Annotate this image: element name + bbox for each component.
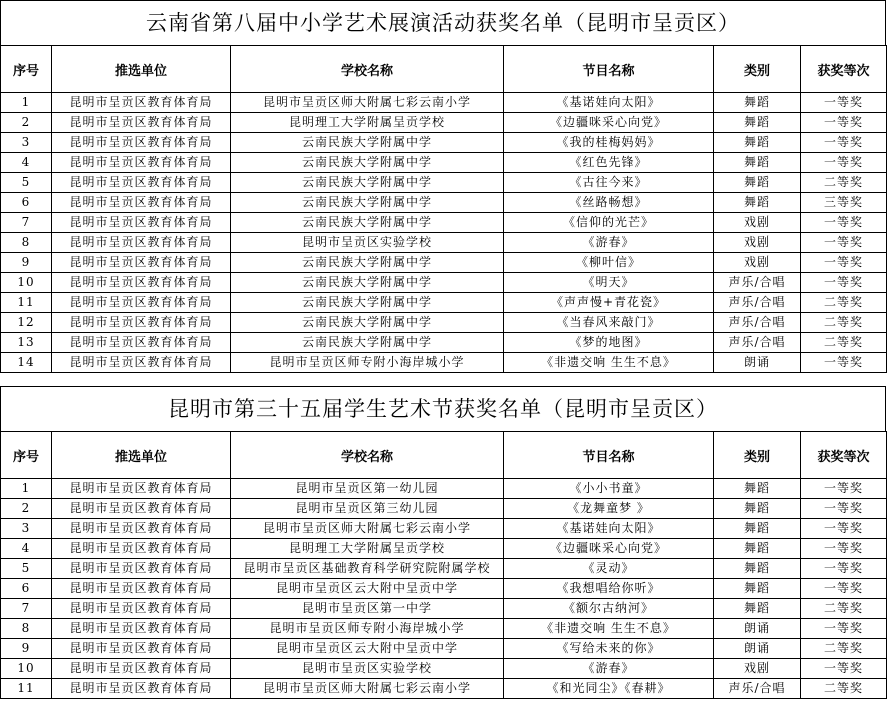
row-index: 3 bbox=[1, 133, 52, 153]
row-program: 《明天》 bbox=[504, 273, 714, 293]
award-list-city bbox=[0, 386, 886, 699]
row-award: 一等奖 bbox=[801, 133, 887, 153]
row-program: 《古往今来》 bbox=[504, 173, 714, 193]
row-index: 14 bbox=[1, 353, 52, 373]
row-index: 10 bbox=[1, 273, 52, 293]
row-unit: 昆明市呈贡区教育体育局 bbox=[52, 559, 231, 579]
row-school: 昆明理工大学附属呈贡学校 bbox=[231, 113, 504, 133]
row-category: 声乐/合唱 bbox=[714, 333, 801, 353]
table-row bbox=[1, 659, 887, 679]
col-header-award: 获奖等次 bbox=[801, 432, 887, 479]
row-unit: 昆明市呈贡区教育体育局 bbox=[52, 273, 231, 293]
row-index: 2 bbox=[1, 113, 52, 133]
row-school: 昆明市呈贡区云大附中呈贡中学 bbox=[231, 639, 504, 659]
row-index: 11 bbox=[1, 679, 52, 699]
row-school: 昆明市呈贡区师大附属七彩云南小学 bbox=[231, 679, 504, 699]
table-row bbox=[1, 253, 887, 273]
row-award: 一等奖 bbox=[801, 233, 887, 253]
row-school: 昆明理工大学附属呈贡学校 bbox=[231, 539, 504, 559]
row-school: 云南民族大学附属中学 bbox=[231, 193, 504, 213]
table-row bbox=[1, 273, 887, 293]
row-index: 6 bbox=[1, 579, 52, 599]
row-category: 舞蹈 bbox=[714, 133, 801, 153]
table-row bbox=[1, 233, 887, 253]
row-index: 3 bbox=[1, 519, 52, 539]
row-award: 一等奖 bbox=[801, 659, 887, 679]
row-index: 8 bbox=[1, 233, 52, 253]
table-row bbox=[1, 619, 887, 639]
row-award: 一等奖 bbox=[801, 93, 887, 113]
row-award: 一等奖 bbox=[801, 253, 887, 273]
row-category: 舞蹈 bbox=[714, 153, 801, 173]
row-index: 7 bbox=[1, 213, 52, 233]
col-header-award: 获奖等次 bbox=[801, 46, 887, 93]
row-index: 1 bbox=[1, 93, 52, 113]
row-category: 声乐/合唱 bbox=[714, 273, 801, 293]
row-school: 云南民族大学附属中学 bbox=[231, 293, 504, 313]
table-row bbox=[1, 153, 887, 173]
row-index: 5 bbox=[1, 173, 52, 193]
row-index: 4 bbox=[1, 153, 52, 173]
row-award: 一等奖 bbox=[801, 153, 887, 173]
row-category: 舞蹈 bbox=[714, 519, 801, 539]
table-row bbox=[1, 679, 887, 699]
row-unit: 昆明市呈贡区教育体育局 bbox=[52, 313, 231, 333]
row-school: 云南民族大学附属中学 bbox=[231, 253, 504, 273]
row-program: 《基诺娃向太阳》 bbox=[504, 93, 714, 113]
row-unit: 昆明市呈贡区教育体育局 bbox=[52, 619, 231, 639]
table-row bbox=[1, 313, 887, 333]
row-category: 朗诵 bbox=[714, 639, 801, 659]
table-row bbox=[1, 539, 887, 559]
row-school: 昆明市呈贡区实验学校 bbox=[231, 659, 504, 679]
row-school: 昆明市呈贡区师大附属七彩云南小学 bbox=[231, 93, 504, 113]
row-school: 昆明市呈贡区第三幼儿园 bbox=[231, 499, 504, 519]
row-award: 二等奖 bbox=[801, 333, 887, 353]
row-program: 《非遗交响 生生不息》 bbox=[504, 619, 714, 639]
col-header-category: 类别 bbox=[714, 46, 801, 93]
table-row bbox=[1, 499, 887, 519]
row-category: 舞蹈 bbox=[714, 113, 801, 133]
row-category: 舞蹈 bbox=[714, 579, 801, 599]
row-program: 《声声慢+青花瓷》 bbox=[504, 293, 714, 313]
row-school: 云南民族大学附属中学 bbox=[231, 333, 504, 353]
row-unit: 昆明市呈贡区教育体育局 bbox=[52, 173, 231, 193]
row-award: 一等奖 bbox=[801, 619, 887, 639]
row-program: 《我想唱给你听》 bbox=[504, 579, 714, 599]
row-index: 10 bbox=[1, 659, 52, 679]
table-row bbox=[1, 293, 887, 313]
table-row bbox=[1, 479, 887, 499]
row-index: 5 bbox=[1, 559, 52, 579]
table-row bbox=[1, 93, 887, 113]
row-unit: 昆明市呈贡区教育体育局 bbox=[52, 133, 231, 153]
table-row bbox=[1, 133, 887, 153]
row-unit: 昆明市呈贡区教育体育局 bbox=[52, 679, 231, 699]
row-category: 舞蹈 bbox=[714, 599, 801, 619]
row-index: 6 bbox=[1, 193, 52, 213]
row-program: 《丝路畅想》 bbox=[504, 193, 714, 213]
row-school: 云南民族大学附属中学 bbox=[231, 173, 504, 193]
row-category: 戏剧 bbox=[714, 659, 801, 679]
col-header-school: 学校名称 bbox=[231, 432, 504, 479]
row-award: 一等奖 bbox=[801, 519, 887, 539]
row-program: 《游春》 bbox=[504, 659, 714, 679]
table-row bbox=[1, 519, 887, 539]
col-header-index: 序号 bbox=[1, 46, 52, 93]
col-header-index: 序号 bbox=[1, 432, 52, 479]
row-school: 昆明市呈贡区师专附小海岸城小学 bbox=[231, 619, 504, 639]
row-program: 《信仰的光芒》 bbox=[504, 213, 714, 233]
row-school: 云南民族大学附属中学 bbox=[231, 133, 504, 153]
row-program: 《非遗交响 生生不息》 bbox=[504, 353, 714, 373]
row-index: 12 bbox=[1, 313, 52, 333]
row-index: 9 bbox=[1, 639, 52, 659]
row-program: 《灵动》 bbox=[504, 559, 714, 579]
row-index: 11 bbox=[1, 293, 52, 313]
row-index: 7 bbox=[1, 599, 52, 619]
row-award: 二等奖 bbox=[801, 639, 887, 659]
row-award: 二等奖 bbox=[801, 679, 887, 699]
row-unit: 昆明市呈贡区教育体育局 bbox=[52, 579, 231, 599]
row-unit: 昆明市呈贡区教育体育局 bbox=[52, 333, 231, 353]
row-unit: 昆明市呈贡区教育体育局 bbox=[52, 253, 231, 273]
row-category: 戏剧 bbox=[714, 213, 801, 233]
row-unit: 昆明市呈贡区教育体育局 bbox=[52, 233, 231, 253]
row-category: 声乐/合唱 bbox=[714, 679, 801, 699]
row-category: 舞蹈 bbox=[714, 93, 801, 113]
row-program: 《写给未来的你》 bbox=[504, 639, 714, 659]
row-program: 《和光同尘》《春耕》 bbox=[504, 679, 714, 699]
row-index: 1 bbox=[1, 479, 52, 499]
row-school: 云南民族大学附属中学 bbox=[231, 273, 504, 293]
row-unit: 昆明市呈贡区教育体育局 bbox=[52, 599, 231, 619]
row-program: 《基诺娃向太阳》 bbox=[504, 519, 714, 539]
row-program: 《游春》 bbox=[504, 233, 714, 253]
row-school: 昆明市呈贡区师大附属七彩云南小学 bbox=[231, 519, 504, 539]
row-category: 声乐/合唱 bbox=[714, 313, 801, 333]
row-program: 《柳叶信》 bbox=[504, 253, 714, 273]
row-school: 昆明市呈贡区实验学校 bbox=[231, 233, 504, 253]
row-unit: 昆明市呈贡区教育体育局 bbox=[52, 213, 231, 233]
row-category: 戏剧 bbox=[714, 253, 801, 273]
section-title: 昆明市第三十五届学生艺术节获奖名单（昆明市呈贡区） bbox=[0, 386, 886, 431]
row-school: 云南民族大学附属中学 bbox=[231, 313, 504, 333]
row-category: 戏剧 bbox=[714, 233, 801, 253]
row-unit: 昆明市呈贡区教育体育局 bbox=[52, 353, 231, 373]
award-table bbox=[0, 45, 887, 373]
table-row bbox=[1, 173, 887, 193]
row-school: 昆明市呈贡区云大附中呈贡中学 bbox=[231, 579, 504, 599]
table-row bbox=[1, 599, 887, 619]
row-award: 二等奖 bbox=[801, 173, 887, 193]
award-table bbox=[0, 431, 887, 699]
table-row bbox=[1, 213, 887, 233]
row-school: 昆明市呈贡区第一中学 bbox=[231, 599, 504, 619]
row-unit: 昆明市呈贡区教育体育局 bbox=[52, 113, 231, 133]
row-unit: 昆明市呈贡区教育体育局 bbox=[52, 659, 231, 679]
row-award: 二等奖 bbox=[801, 293, 887, 313]
row-award: 三等奖 bbox=[801, 193, 887, 213]
row-program: 《红色先锋》 bbox=[504, 153, 714, 173]
col-header-unit: 推选单位 bbox=[52, 432, 231, 479]
row-program: 《我的桂梅妈妈》 bbox=[504, 133, 714, 153]
row-program: 《龙舞童梦 》 bbox=[504, 499, 714, 519]
table-row bbox=[1, 333, 887, 353]
row-program: 《当春风来敲门》 bbox=[504, 313, 714, 333]
row-award: 二等奖 bbox=[801, 599, 887, 619]
row-program: 《梦的地图》 bbox=[504, 333, 714, 353]
row-category: 声乐/合唱 bbox=[714, 293, 801, 313]
row-index: 8 bbox=[1, 619, 52, 639]
row-unit: 昆明市呈贡区教育体育局 bbox=[52, 193, 231, 213]
row-school: 昆明市呈贡区师专附小海岸城小学 bbox=[231, 353, 504, 373]
row-unit: 昆明市呈贡区教育体育局 bbox=[52, 293, 231, 313]
table-row bbox=[1, 353, 887, 373]
col-header-category: 类别 bbox=[714, 432, 801, 479]
header-row bbox=[1, 432, 887, 479]
row-award: 一等奖 bbox=[801, 559, 887, 579]
row-award: 一等奖 bbox=[801, 113, 887, 133]
row-category: 舞蹈 bbox=[714, 479, 801, 499]
table-row bbox=[1, 639, 887, 659]
row-award: 一等奖 bbox=[801, 539, 887, 559]
row-award: 二等奖 bbox=[801, 313, 887, 333]
row-index: 13 bbox=[1, 333, 52, 353]
row-award: 一等奖 bbox=[801, 353, 887, 373]
table-row bbox=[1, 113, 887, 133]
row-unit: 昆明市呈贡区教育体育局 bbox=[52, 93, 231, 113]
row-index: 2 bbox=[1, 499, 52, 519]
row-unit: 昆明市呈贡区教育体育局 bbox=[52, 539, 231, 559]
row-category: 舞蹈 bbox=[714, 173, 801, 193]
row-unit: 昆明市呈贡区教育体育局 bbox=[52, 499, 231, 519]
row-award: 一等奖 bbox=[801, 499, 887, 519]
row-unit: 昆明市呈贡区教育体育局 bbox=[52, 153, 231, 173]
row-unit: 昆明市呈贡区教育体育局 bbox=[52, 519, 231, 539]
row-category: 舞蹈 bbox=[714, 559, 801, 579]
header-row bbox=[1, 46, 887, 93]
row-award: 一等奖 bbox=[801, 273, 887, 293]
row-school: 云南民族大学附属中学 bbox=[231, 153, 504, 173]
row-index: 4 bbox=[1, 539, 52, 559]
row-school: 云南民族大学附属中学 bbox=[231, 213, 504, 233]
row-award: 一等奖 bbox=[801, 213, 887, 233]
row-program: 《额尔古纳河》 bbox=[504, 599, 714, 619]
row-unit: 昆明市呈贡区教育体育局 bbox=[52, 639, 231, 659]
row-category: 朗诵 bbox=[714, 353, 801, 373]
table-row bbox=[1, 579, 887, 599]
col-header-program: 节目名称 bbox=[504, 432, 714, 479]
row-unit: 昆明市呈贡区教育体育局 bbox=[52, 479, 231, 499]
row-category: 朗诵 bbox=[714, 619, 801, 639]
col-header-program: 节目名称 bbox=[504, 46, 714, 93]
col-header-unit: 推选单位 bbox=[52, 46, 231, 93]
col-header-school: 学校名称 bbox=[231, 46, 504, 93]
row-category: 舞蹈 bbox=[714, 539, 801, 559]
row-category: 舞蹈 bbox=[714, 193, 801, 213]
row-program: 《边疆咪采心向党》 bbox=[504, 113, 714, 133]
row-award: 一等奖 bbox=[801, 579, 887, 599]
row-school: 昆明市呈贡区基础教育科学研究院附属学校 bbox=[231, 559, 504, 579]
row-program: 《小小书童》 bbox=[504, 479, 714, 499]
row-category: 舞蹈 bbox=[714, 499, 801, 519]
table-row bbox=[1, 193, 887, 213]
row-school: 昆明市呈贡区第一幼儿园 bbox=[231, 479, 504, 499]
section-title: 云南省第八届中小学艺术展演活动获奖名单（昆明市呈贡区） bbox=[0, 0, 886, 45]
row-index: 9 bbox=[1, 253, 52, 273]
table-row bbox=[1, 559, 887, 579]
row-program: 《边疆咪采心向党》 bbox=[504, 539, 714, 559]
row-award: 一等奖 bbox=[801, 479, 887, 499]
